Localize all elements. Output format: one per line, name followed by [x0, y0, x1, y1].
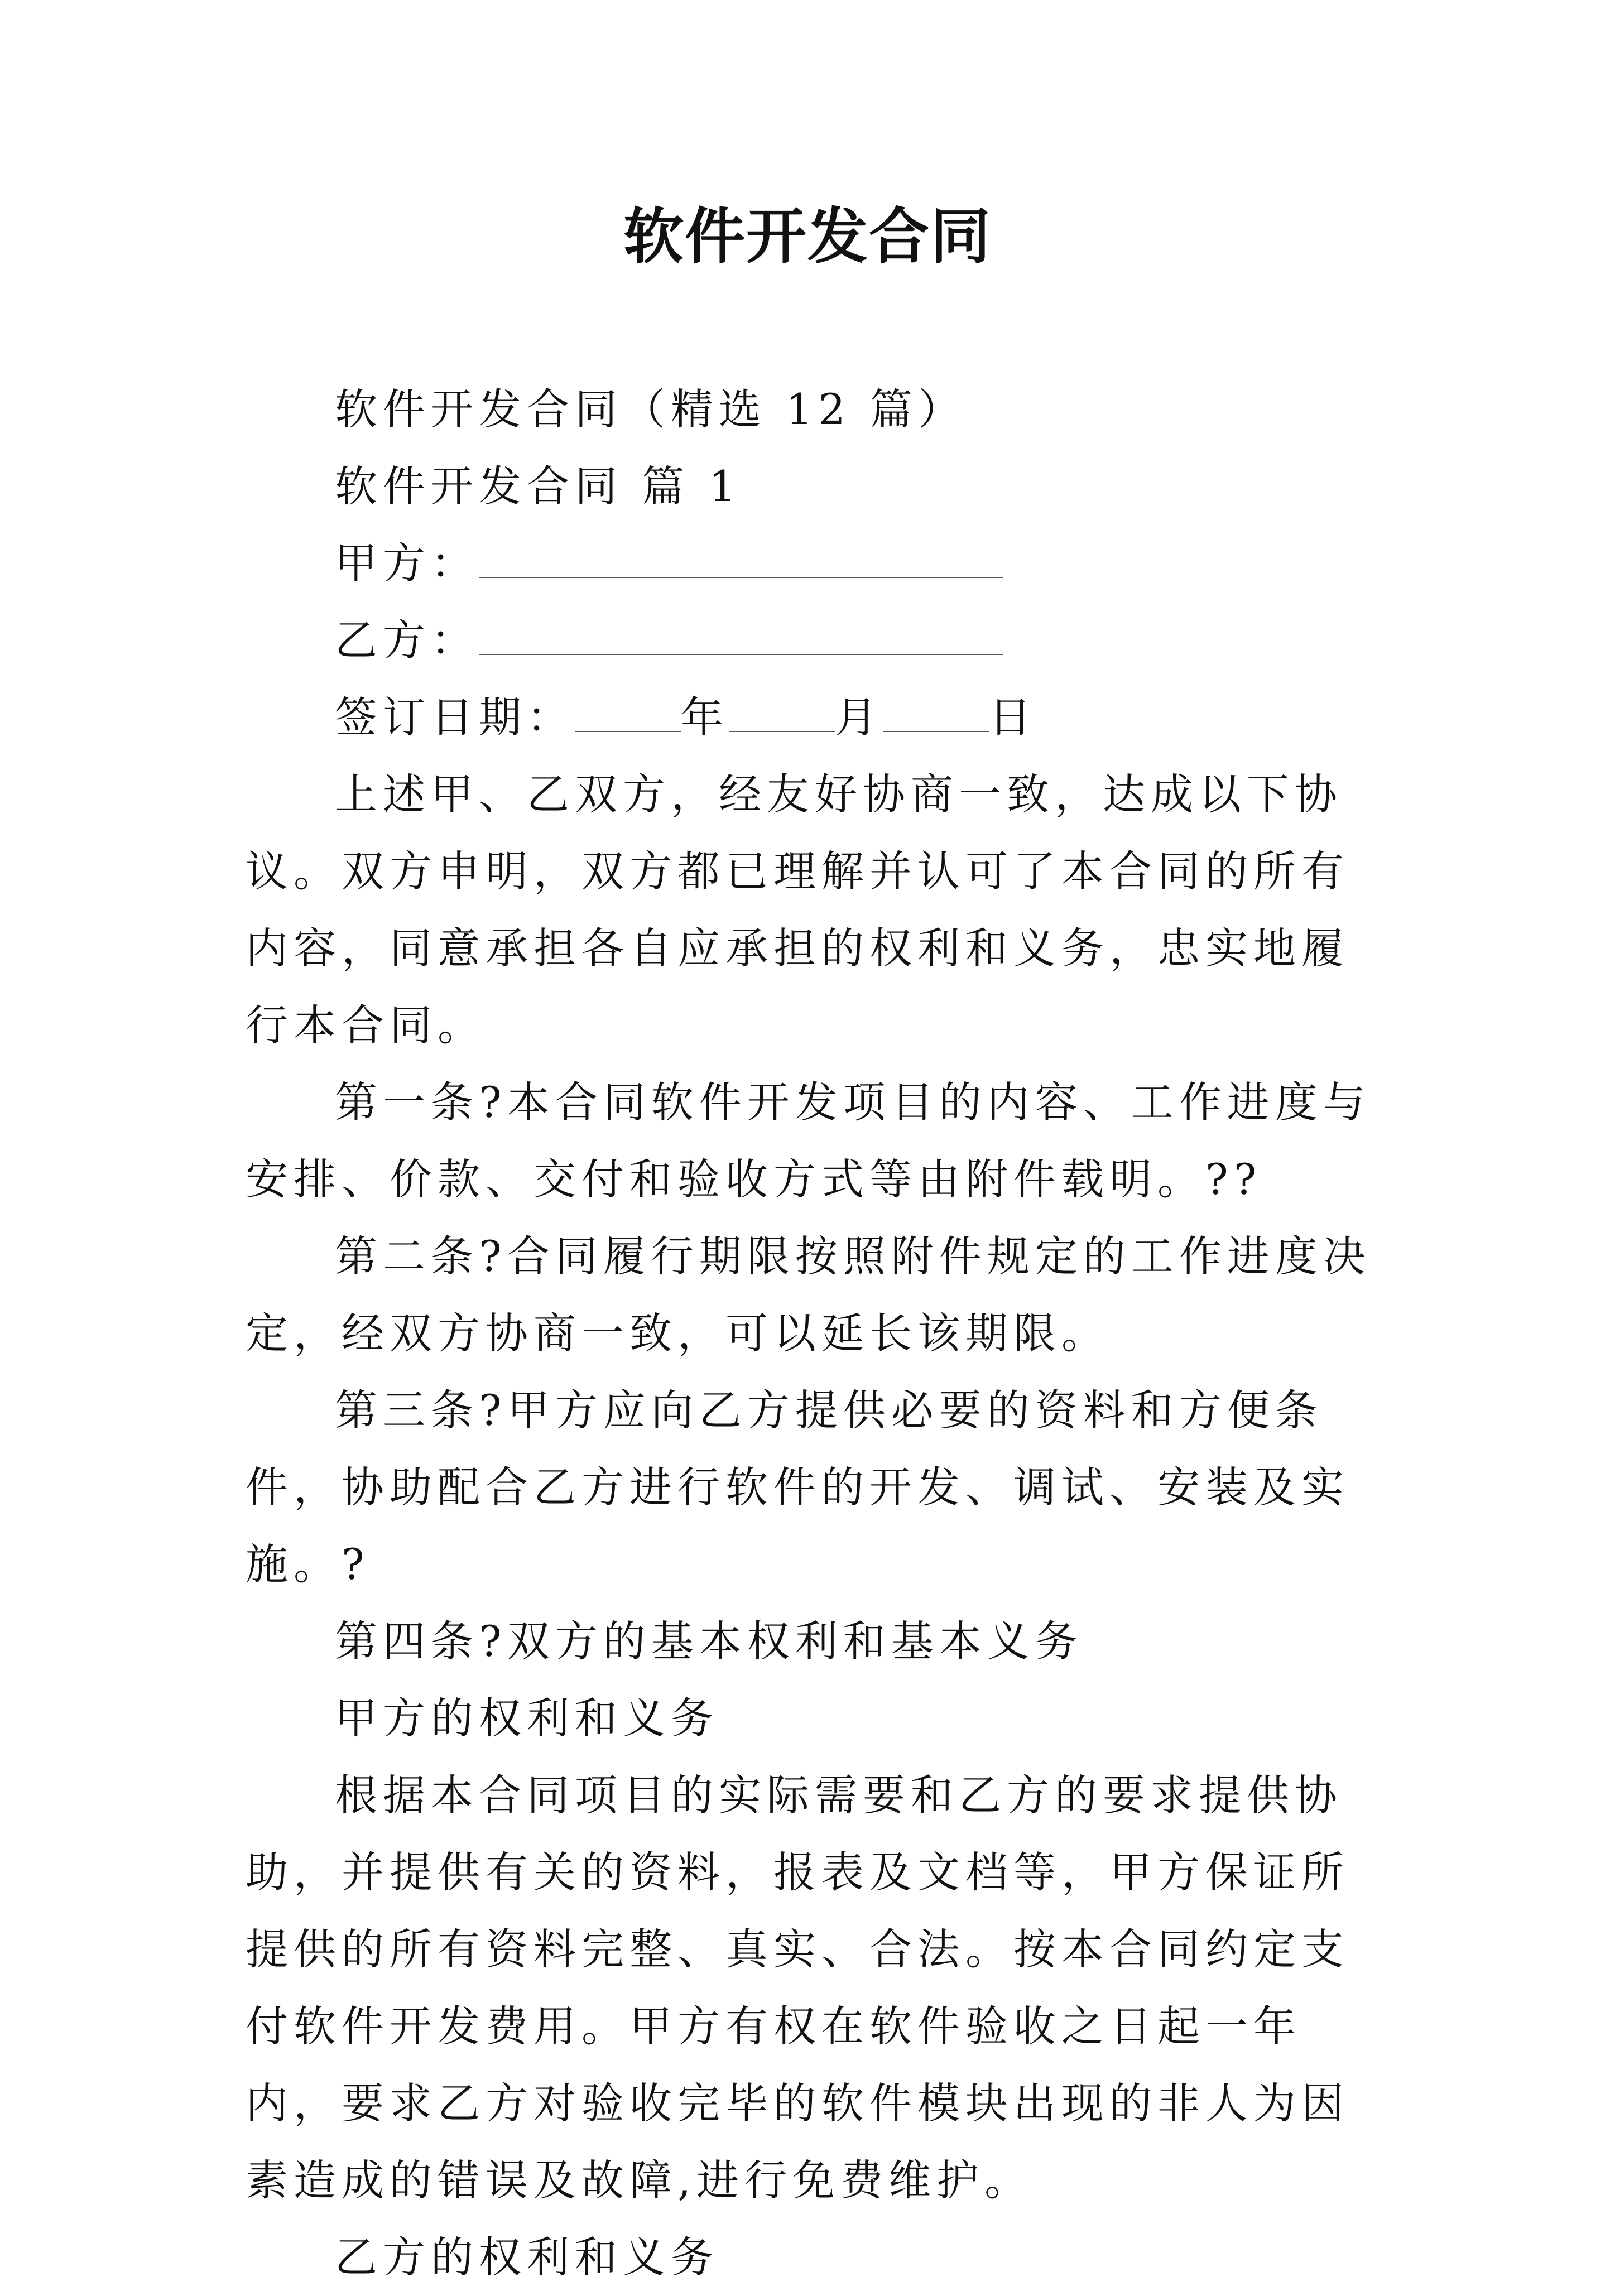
paragraph-article-4: 第四条?双方的基本权利和基本义务 [335, 1616, 1083, 1666]
sign-date-label: 签订日期： [335, 692, 575, 742]
party-b-rights-heading: 乙方的权利和义务 [335, 2232, 719, 2282]
party-a-label: 甲方： [335, 538, 479, 588]
party-b-blank [479, 618, 1003, 655]
sign-date-row [246, 679, 1390, 756]
year-label: 年 [681, 692, 729, 742]
day-blank [883, 695, 989, 732]
month-blank [729, 695, 835, 732]
year-blank [575, 695, 681, 732]
paragraph-article-1: 第一条?本合同软件开发项目的内容、工作进度与安排、价款、交付和验收方式等由附件载明。?? [246, 1077, 1371, 1204]
paragraph-agreement: 上述甲、乙双方，经友好协商一致，达成以下协议。双方申明，双方都已理解并认可了本合同的所有内容，同意承担各自应承担的权利和义务，忠实地履行本合同。 [246, 769, 1349, 1050]
party-b-row [246, 602, 1390, 679]
day-label: 日 [989, 692, 1037, 742]
document-subtitle: 软件开发合同（精选 12 篇） [335, 384, 967, 434]
party-a-rights-text: 根据本合同项目的实际需要和乙方的要求提供协助，并提供有关的资料，报表及文档等，甲方保证所提供的所有资料完整、真实、合法。按本合同约定支付软件开发费用。甲方有权在软件验收之日起一年内，要求乙方对验收完毕的软件模块出现的非人为因素造成的错误及故障,进行免费维护。 [246, 1770, 1349, 2205]
document-body [246, 371, 1390, 2296]
party-a-rights-heading: 甲方的权利和义务 [335, 1693, 719, 1743]
party-a-blank [479, 541, 1003, 578]
paragraph-article-3: 第三条?甲方应向乙方提供必要的资料和方便条件，协助配合乙方进行软件的开发、调试、安装及实施。? [246, 1385, 1349, 1589]
month-label: 月 [835, 692, 883, 742]
document-title: 软件开发合同 [623, 202, 992, 272]
section-heading: 软件开发合同 篇 1 [335, 461, 742, 511]
party-b-label: 乙方： [335, 615, 479, 665]
party-a-row [246, 525, 1390, 602]
paragraph-article-2: 第二条?合同履行期限按照附件规定的工作进度决定，经双方协商一致，可以延长该期限。 [246, 1231, 1371, 1358]
